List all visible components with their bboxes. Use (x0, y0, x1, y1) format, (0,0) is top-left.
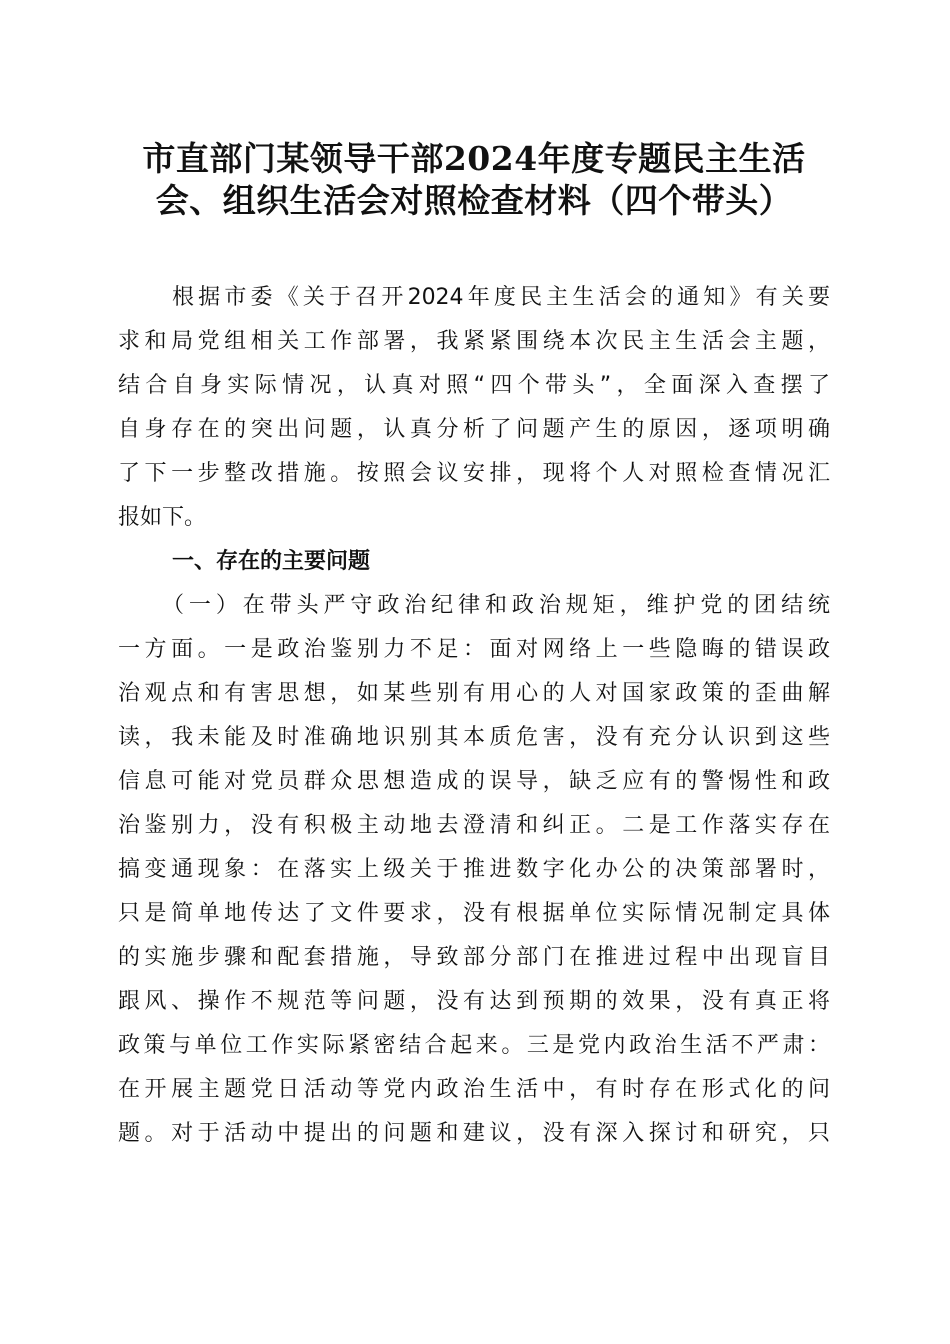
text-line: 只是简单地传达了文件要求，没有根据单位实际情况制定具体 (118, 901, 830, 926)
section-heading: 一、存在的主要问题 (172, 549, 371, 574)
document-body (118, 276, 830, 1156)
text-line: 一方面。一是政治鉴别力不足：面对网络上一些隐晦的错误政 (118, 637, 830, 662)
text-line: 的实施步骤和配套措施，导致部分部门在推进过程中出现盲目 (118, 945, 830, 970)
intro-paragraph (118, 276, 830, 540)
text-line: 信息可能对党员群众思想造成的误导，缺乏应有的警惕性和政 (118, 769, 830, 794)
text-line: 自身存在的突出问题，认真分析了问题产生的原因，逐项明确 (118, 417, 830, 442)
title-line: 会、组织生活会对照检查材料（四个带头） (155, 181, 793, 220)
text-line: （一）在带头严守政治纪律和政治规矩，维护党的团结统 (162, 593, 830, 618)
text-line: 报如下。 (118, 505, 207, 530)
text-line: 了下一步整改措施。按照会议安排，现将个人对照检查情况汇 (118, 461, 830, 486)
section-paragraph (118, 584, 830, 1156)
document-title (118, 138, 830, 222)
text-line: 政策与单位工作实际紧密结合起来。三是党内政治生活不严肃： (118, 1033, 830, 1058)
text-line: 在开展主题党日活动等党内政治生活中，有时存在形式化的问 (118, 1077, 830, 1102)
title-line: 市直部门某领导干部2024年度专题民主生活 (142, 139, 806, 178)
text-line: 治观点和有害思想，如某些别有用心的人对国家政策的歪曲解 (118, 681, 830, 706)
text-line: 跟风、操作不规范等问题，没有达到预期的效果，没有真正将 (118, 989, 830, 1014)
text-line: 求和局党组相关工作部署，我紧紧围绕本次民主生活会主题， (118, 329, 830, 354)
text-line: 搞变通现象：在落实上级关于推进数字化办公的决策部署时， (118, 857, 830, 882)
text-line: 读，我未能及时准确地识别其本质危害，没有充分认识到这些 (118, 725, 830, 750)
text-line: 结合自身实际情况，认真对照“四个带头”，全面深入查摆了 (118, 373, 830, 398)
text-line: 治鉴别力，没有积极主动地去澄清和纠正。二是工作落实存在 (118, 813, 830, 838)
text-line: 根据市委《关于召开2024年度民主生活会的通知》有关要 (172, 285, 830, 310)
text-line: 题。对于活动中提出的问题和建议，没有深入探讨和研究，只 (118, 1121, 830, 1146)
